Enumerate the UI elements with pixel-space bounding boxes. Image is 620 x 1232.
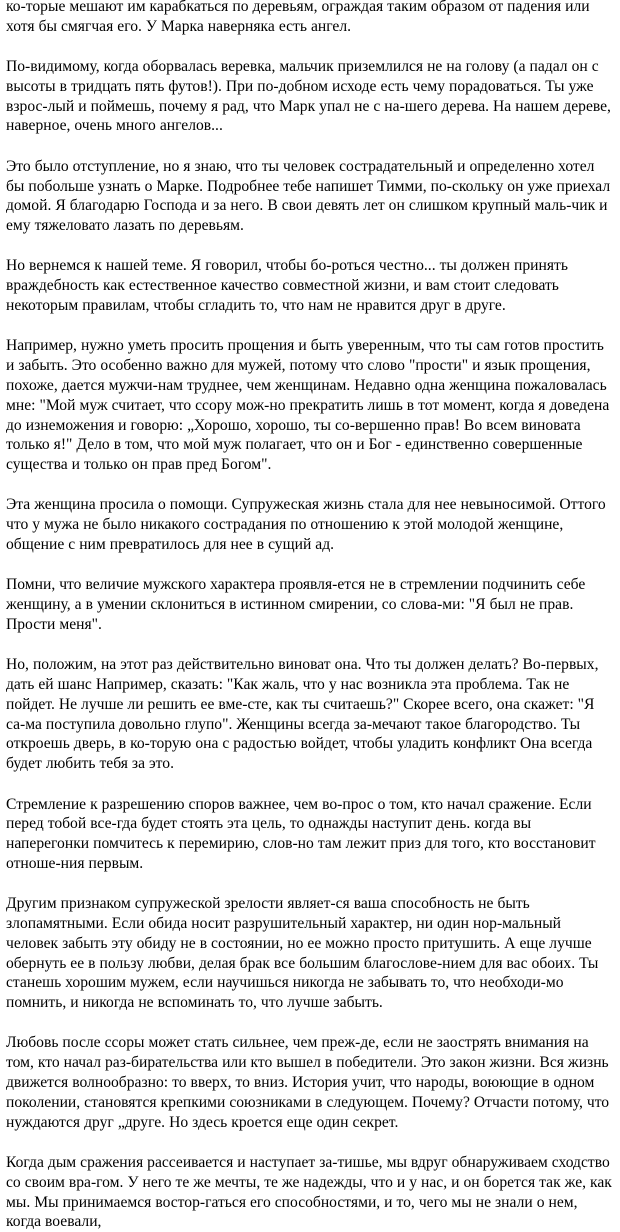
paragraph-12: Когда дым сражения рассеивается и наступает за-тишье, мы вдруг обнаруживаем сходство со своим вра-гом. У него те же мечты, те же надежды, что и у нас, и он борется так же, как мы. Мы принимаемся востор-гаться его способностями, и то, чего мы не знали о нем, когда воевали,: [6, 1153, 612, 1231]
paragraph-5: Например, нужно уметь просить прощения и быть уверенным, что ты сам готов простить и забыть. Это особенно важно для мужей, потому что слово "прости" и язык прощения, похоже, дается мужчи-нам труднее, чем женщинам. Недавно одна женщина пожаловалась мне: "Мой муж считает, что ссору мож-но прекратить лишь в тот момент, когда я доведена до изнеможения и говорю: „Хорошо, хорошо, ты со-вершенно прав! Во всем виновата только я!" Дело в том, что мой муж полагает, что он и Бог - единственно совершенные существа и только он прав пред Богом".: [6, 337, 610, 474]
paragraph-4: Но вернемся к нашей теме. Я говорил, чтобы бо-роться честно... ты должен принять враждебность как естественное качество совместной жизни, и вам стоит следовать некоторым правилам, чтобы сгладить то, что нам не нравится друг в друге.: [6, 257, 568, 315]
paragraph-2: По-видимому, когда оборвалась веревка, мальчик приземлился не на голову (а падал он с высоты в тридцать пять футов!). При по-добном исходе есть чему порадоваться. Ты уже взрос-лый и поймешь, почему я рад, что Марк упал не с на-шего дерева. На нашем дереве, наверное, очень много ангелов...: [6, 58, 611, 135]
paragraph-6: Эта женщина просила о помощи. Супружеская жизнь стала для нее невыносимой. Оттого что у мужа не было никакого сострадания по отношению к этой молодой женщине, общение с ним превратилось для нее в сущий ад.: [6, 496, 606, 554]
paragraph-3: Это было отступление, но я знаю, что ты человек сострадательный и определенно хотел бы побольше узнать о Марке. Подробнее тебе напишет Тимми, по-скольку он уже приехал домой. Я благодарю Господа и за него. В свои девять лет он слишком крупный маль-чик и ему тяжеловато лазать по деревьям.: [6, 157, 611, 235]
paragraph-7: Помни, что величие мужского характера проявля-ется не в стремлении подчинить себе женщину, а в умении склониться в истинном смирении, со слова-ми: "Я был не прав. Прости меня".: [6, 576, 586, 633]
paragraph-8: Но, положим, на этот раз действительно виноват она. Что ты должен делать? Во-первых, дать ей шанс Например, сказать: "Как жаль, что у нас возникла эта проблема. Так не пойдет. Не лучше ли решить ее вме-сте, как ты считаешь?" Скорее всего, она скажет: "Я са-ма поступила довольно глупо". Женщины всегда за-мечают такое благородство. Ты откроешь дверь, в ко-торую она с радостью войдет, чтобы уладить конфликт Она всегда будет любить тебя за это.: [6, 656, 599, 773]
paragraph-1: ко-торые мешают им карабкаться по деревьям, ограждая таким образом от падения или хотя бы смягчая его. У Марка наверняка есть ангел.: [6, 0, 590, 35]
paragraph-10: Другим признаком супружеской зрелости являет-ся ваша способность не быть злопамятными. Если обида носит разрушительный характер, ни один нор-мальный человек забыть эту обиду не в состоянии, но ее можно просто притушить. А еще лучше обернуть ее в пользу любви, делая брак все большим благослове-нием для вас обоих. Ты станешь хорошим мужем, если научишься никогда не забывать то, что необходи-мо помнить, и никогда не вспоминать то, что лучше забыть.: [6, 895, 599, 1012]
paragraph-11: Любовь после ссоры может стать сильнее, чем преж-де, если не заострять внимания на том, кто начал раз-бирательства или кто вышел в победители. Это закон жизни. Вся жизнь движется волнообразно: то вверх, то вниз. История учит, что народы, воюющие в одном поколении, становятся крепкими союзниками в следующем. Почему? Отчасти потому, что нуждаются друг „друге. Но здесь кроется еще один секрет.: [6, 1034, 610, 1131]
paragraph-9: Стремление к разрешению споров важнее, чем во-прос о том, кто начал сражение. Если перед тобой все-гда будет стоять эта цель, то однажды наступит день. когда вы наперегонки помчитесь к перемирию, слов-но там лежит приз для того, кто восстановит отноше-ния первым.: [6, 795, 596, 872]
